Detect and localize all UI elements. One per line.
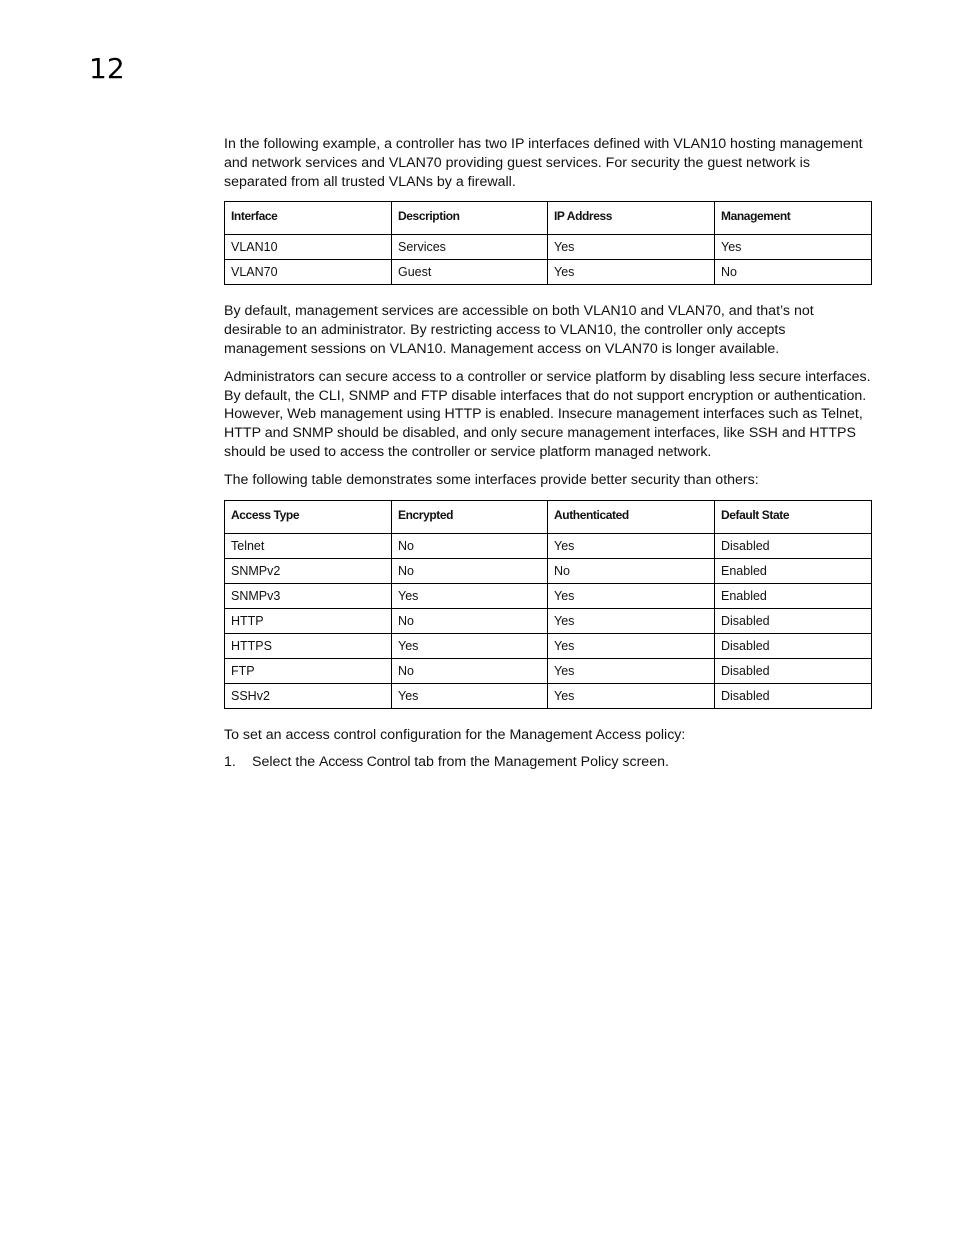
table-cell: Telnet	[225, 533, 392, 558]
vlan-interface-table	[224, 201, 872, 285]
table-row	[225, 260, 872, 285]
table-cell: No	[392, 608, 548, 633]
table-cell: VLAN70	[225, 260, 392, 285]
table-cell: No	[392, 558, 548, 583]
intro-paragraph: In the following example, a controller has two IP interfaces defined with VLAN10 hosting management and network services and VLAN70 providing guest services. For security the guest network is separated from all trusted VLANs by a firewall.	[224, 136, 863, 190]
table-cell: HTTP	[225, 608, 392, 633]
table-cell: SSHv2	[225, 683, 392, 708]
table-cell: Yes	[548, 608, 715, 633]
table-cell: Yes	[548, 658, 715, 683]
table-cell: Yes	[548, 235, 715, 260]
table-row	[225, 533, 872, 558]
table-row	[225, 235, 872, 260]
table-cell: HTTPS	[225, 633, 392, 658]
table-cell: Yes	[715, 235, 872, 260]
table-cell: Guest	[392, 260, 548, 285]
table-row	[225, 583, 872, 608]
table-header-row	[225, 202, 872, 235]
table-cell: Yes	[548, 583, 715, 608]
table-header-cell: Access Type	[225, 500, 392, 533]
page-content	[224, 135, 872, 772]
table-cell: VLAN10	[225, 235, 392, 260]
step-text	[252, 753, 669, 772]
paragraph-secure-access: Administrators can secure access to a controller or service platform by disabling less secure interfaces. By default, the CLI, SNMP and FTP disable interfaces that do not support encryption or authentication. However, Web management using HTTP is enabled. Insecure management interfaces such as Telnet, HTTP and SNMP should be disabled, and only secure management interfaces, like SSH and HTTPS should be used to access the controller or service platform managed network.	[224, 368, 871, 460]
table-header-cell: Description	[392, 202, 548, 235]
step-number: 1.	[224, 754, 236, 771]
table-header-cell: IP Address	[548, 202, 715, 235]
table-cell: FTP	[225, 658, 392, 683]
table-row	[225, 658, 872, 683]
table-row	[225, 683, 872, 708]
table-cell: Yes	[548, 633, 715, 658]
procedure-step-1	[224, 753, 872, 772]
table-cell: Yes	[392, 583, 548, 608]
table-cell: SNMPv2	[225, 558, 392, 583]
table-cell: Yes	[548, 683, 715, 708]
ui-element-reference: Access Control	[319, 754, 411, 771]
table-cell: No	[392, 533, 548, 558]
paragraph-management-defaults: By default, management services are accessible on both VLAN10 and VLAN70, and that’s not desirable to an administrator. By restricting access to VLAN10, the controller only accepts management sessions on VLAN10. Management access on VLAN70 is longer available.	[224, 303, 814, 357]
step-text-suffix: tab from the Management Policy screen.	[410, 754, 669, 771]
table-header-row	[225, 500, 872, 533]
table-cell: Disabled	[715, 608, 872, 633]
table-row	[225, 608, 872, 633]
table-cell: Yes	[548, 260, 715, 285]
table-cell: Disabled	[715, 658, 872, 683]
paragraph-procedure-intro: To set an access control configuration for the Management Access policy:	[224, 726, 686, 743]
table-row	[225, 558, 872, 583]
access-type-table	[224, 500, 872, 709]
table-header-cell: Authenticated	[548, 500, 715, 533]
table-cell: Disabled	[715, 633, 872, 658]
table-header-cell: Management	[715, 202, 872, 235]
table-header-cell: Encrypted	[392, 500, 548, 533]
table-cell: Enabled	[715, 583, 872, 608]
table-header-cell: Interface	[225, 202, 392, 235]
table-cell: Enabled	[715, 558, 872, 583]
table-cell: Disabled	[715, 533, 872, 558]
paragraph-table-intro: The following table demonstrates some interfaces provide better security than others:	[224, 471, 759, 488]
table-cell: Disabled	[715, 683, 872, 708]
table-cell: No	[548, 558, 715, 583]
table-cell: Yes	[548, 533, 715, 558]
step-text-prefix: Select the	[252, 754, 320, 771]
table-cell: SNMPv3	[225, 583, 392, 608]
chapter-number: 12	[89, 52, 125, 85]
table-cell: No	[392, 658, 548, 683]
table-row	[225, 633, 872, 658]
table-cell: Services	[392, 235, 548, 260]
table-header-cell: Default State	[715, 500, 872, 533]
table-cell: Yes	[392, 633, 548, 658]
table-cell: Yes	[392, 683, 548, 708]
table-cell: No	[715, 260, 872, 285]
